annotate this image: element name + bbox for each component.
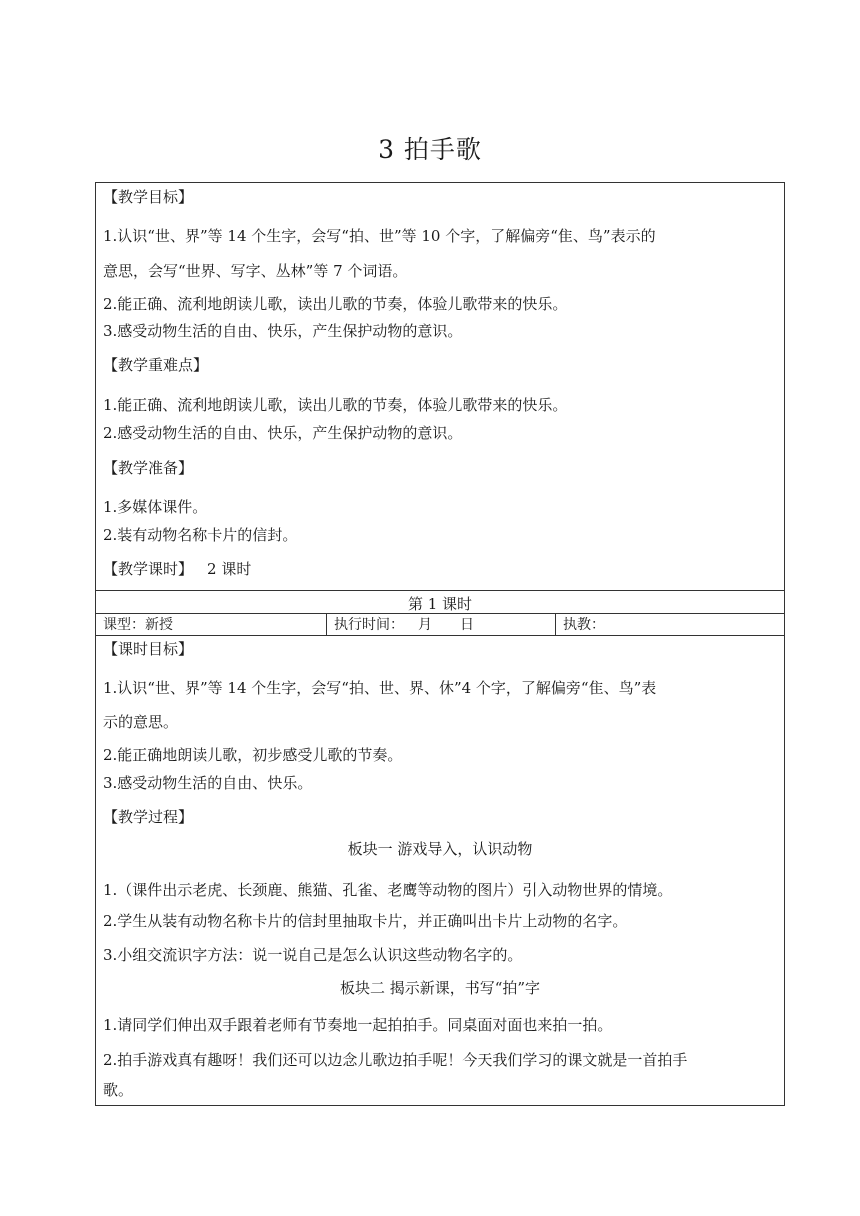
goal-line: 2.能正确、流利地朗读儿歌，读出儿歌的节奏，体验儿歌带来的快乐。 xyxy=(103,295,568,313)
goal-line: 3.感受动物生活的自由、快乐，产生保护动物的意识。 xyxy=(103,322,463,340)
preparation-line: 1.多媒体课件。 xyxy=(103,498,208,516)
lesson-goal-line: 3.感受动物生活的自由、快乐。 xyxy=(103,774,313,792)
lesson-plan-table xyxy=(95,182,785,1106)
process-heading: 【教学过程】 xyxy=(103,808,194,826)
preparation-line: 2.装有动物名称卡片的信封。 xyxy=(103,526,298,544)
block1-item: 3.小组交流识字方法：说一说自己是怎么认识这些动物名字的。 xyxy=(103,946,523,964)
lesson-goal-line: 1.认识“世、界”等 14 个生字，会写“拍、世、界、休”4 个字，了解偏旁“隹、鸟”表 xyxy=(103,679,657,697)
preparation-heading: 【教学准备】 xyxy=(103,459,194,477)
day-label: 日 xyxy=(460,617,474,633)
month-label: 月 xyxy=(418,617,432,633)
class-hours-row xyxy=(103,558,777,579)
key-point-line: 2.感受动物生活的自由、快乐，产生保护动物的意识。 xyxy=(103,424,463,442)
lesson-header: 第 1 课时 xyxy=(407,595,473,613)
class-hours-heading: 【教学课时】 xyxy=(103,560,194,578)
block1-item: 2.学生从装有动物名称卡片的信封里抽取卡片，并正确叫出卡片上动物的名字。 xyxy=(103,912,628,930)
block2-item: 2.拍手游戏真有趣呀！我们还可以边念儿歌边拍手呢！今天我们学习的课文就是一首拍手 xyxy=(103,1051,688,1069)
cell-divider xyxy=(326,613,327,635)
block1-title: 板块一 游戏导入，认识动物 xyxy=(347,840,533,858)
lesson-type: 课型：新授 xyxy=(103,617,173,633)
block2-item: 歌。 xyxy=(103,1081,134,1099)
cell-divider xyxy=(555,613,556,635)
block2-title: 板块二 揭示新课，书写“拍”字 xyxy=(339,979,541,997)
key-points-heading: 【教学重难点】 xyxy=(103,356,209,374)
block1-item: 1.（课件出示老虎、长颈鹿、熊猫、孔雀、老鹰等动物的图片）引入动物世界的情境。 xyxy=(103,881,673,899)
goals-heading: 【教学目标】 xyxy=(103,188,194,206)
teacher-label: 执教： xyxy=(563,617,605,633)
lesson-goal-line: 示的意思。 xyxy=(103,713,179,731)
key-point-line: 1.能正确、流利地朗读儿歌，读出儿歌的节奏，体验儿歌带来的快乐。 xyxy=(103,396,568,414)
lesson-goal-line: 2.能正确地朗读儿歌，初步感受儿歌的节奏。 xyxy=(103,746,403,764)
execution-time xyxy=(334,614,474,636)
goal-line: 1.认识“世、界”等 14 个生字，会写“拍、世”等 10 个字，了解偏旁“隹、鸟”表示的 xyxy=(103,227,656,245)
row-divider xyxy=(96,635,784,636)
lesson-goals-heading: 【课时目标】 xyxy=(103,640,194,658)
class-hours-value: 2 课时 xyxy=(207,560,252,578)
goal-line: 意思，会写“世界、写字、丛林”等 7 个词语。 xyxy=(103,262,408,280)
block2-item: 1.请同学们伸出双手跟着老师有节奏地一起拍拍手。同桌面对面也来拍一拍。 xyxy=(103,1016,613,1034)
execution-time-label: 执行时间： xyxy=(334,617,404,633)
row-divider xyxy=(96,590,784,591)
page-title: 3 拍手歌 xyxy=(378,135,482,164)
